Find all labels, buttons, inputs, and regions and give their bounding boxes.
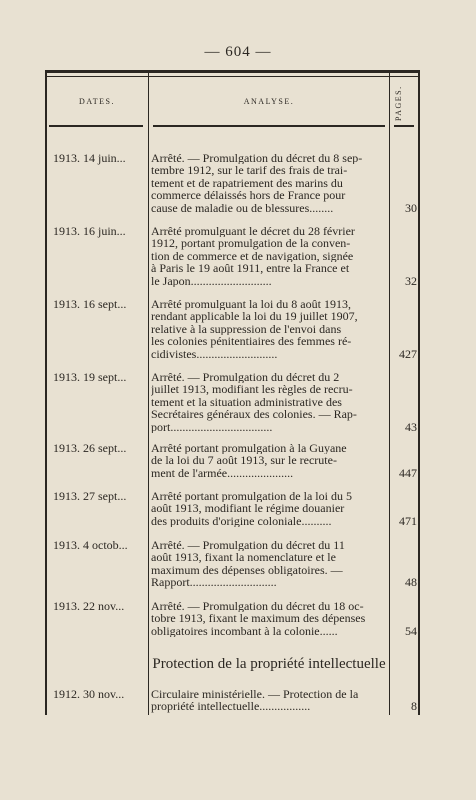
entry-date: 1913. 27 sept... xyxy=(53,489,127,503)
entry-page: 30 xyxy=(405,200,417,215)
header-pages: PAGES. xyxy=(394,85,403,121)
entry-date: 1913. 19 sept... xyxy=(53,370,127,384)
entry-analyse: Circulaire ministérielle. — Protection de la propriété intellectuelle................. xyxy=(151,688,359,713)
entry-date: 1913. 26 sept... xyxy=(53,441,127,455)
header-analyse: ANALYSE. xyxy=(243,97,295,106)
entry-page: 48 xyxy=(405,575,417,590)
entry-analyse: Arrêté. — Promulgation du décret du 18 oc- tobre 1913, fixant le maximum des dépenses obligatoires incombant à la colonie...... xyxy=(151,600,366,638)
entry-date: 1913. 16 juin... xyxy=(53,224,126,238)
index-table xyxy=(45,70,420,715)
entry-analyse: Arrêté promulguant le décret du 28 février 1912, portant promulgation de la conven- tion de commerce et de navigation, signée à Paris le 19 août 1911, entre la France et le Japon........................... xyxy=(151,225,355,288)
entry-page: 8 xyxy=(411,699,417,714)
entry-date: 1913. 22 nov... xyxy=(53,599,125,613)
entry-page: 54 xyxy=(405,623,417,638)
entry-date: 1913. 4 octob... xyxy=(53,538,128,552)
entry-date: 1913. 16 sept... xyxy=(53,297,127,311)
page-number: — 604 — xyxy=(204,44,272,60)
entry-date: 1913. 14 juin... xyxy=(53,151,126,165)
header-dates: DATES. xyxy=(79,97,115,106)
entry-page: 43 xyxy=(405,419,417,434)
entry-page: 447 xyxy=(399,465,417,480)
entry-page: 471 xyxy=(399,513,417,528)
entry-page: 32 xyxy=(405,273,417,288)
entry-analyse: Arrêté. — Promulgation du décret du 8 sep- tembre 1912, sur le tarif des frais de trai- tement et de rapatriement des marins du commerce délaissés hors de France pour cause de maladie ou de blessures........ xyxy=(151,152,363,215)
entry-analyse: Arrêté portant promulgation à la Guyane de la loi du 7 août 1913, sur le recrute- ment de l'armée...................... xyxy=(151,442,347,480)
entry-date: 1912. 30 nov... xyxy=(53,687,125,701)
entry-analyse: Arrêté portant promulgation de la loi du 5 août 1913, modifiant le régime douanier des produits d'origine coloniale.......... xyxy=(151,490,352,528)
entry-analyse: Arrêté promulguant la loi du 8 août 1913, rendant applicable la loi du 19 juillet 1907, relative à la suppression de l'envoi dans les colonies pénitentiaires des femmes ré- cidivistes........................... xyxy=(151,298,358,361)
section-title: Protection de la propriété intellectuelle xyxy=(152,656,386,672)
entry-page: 427 xyxy=(399,346,417,361)
entry-analyse: Arrêté. — Promulgation du décret du 2 juillet 1913, modifiant les règles de recru- tement et la situation administrative des Secrétaires généraux des colonies. — Rap- port.................................. xyxy=(151,371,357,434)
entry-analyse: Arrêté. — Promulgation du décret du 11 août 1913, fixant la nomenclature et le maximum des dépenses obligatoires. — Rapport............................. xyxy=(151,539,345,589)
